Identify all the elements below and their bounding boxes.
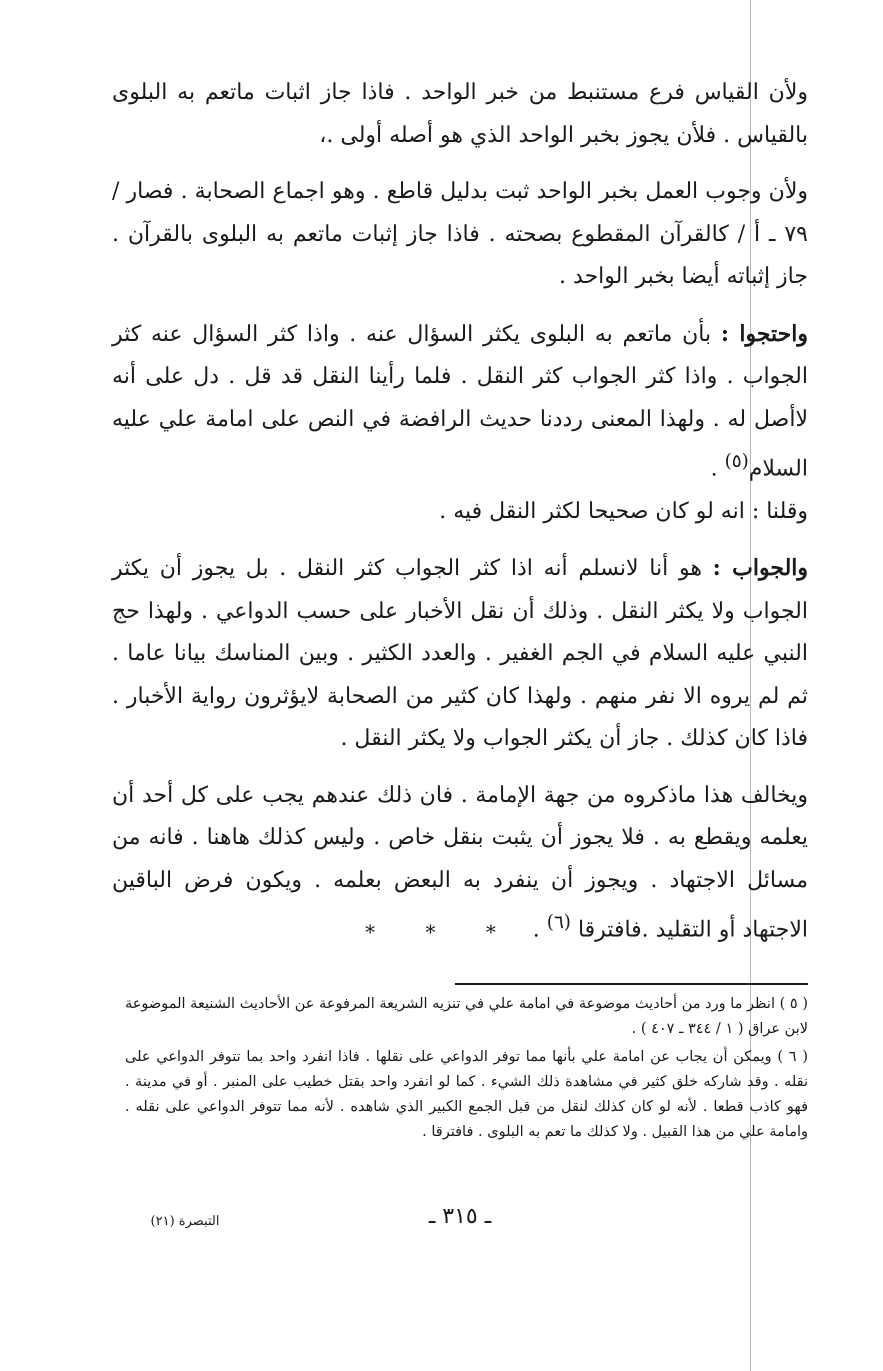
section-separator: * * * [365, 920, 518, 944]
main-text [112, 72, 808, 966]
reply-paragraph [112, 547, 808, 761]
reply-lead: والجواب : [712, 555, 809, 582]
argument-tail: . [710, 456, 725, 482]
footnotes [125, 992, 808, 1148]
footnote-ref-5[interactable]: (٥) [724, 451, 749, 472]
page-number: ـ ٣١٥ ـ [428, 1204, 492, 1229]
paragraph-2: ولأن وجوب العمل بخبر الواحد ثبت بدليل قاطع . وهو اجماع الصحابة . فصار / ٧٩ ـ أ / كالقرآن المقطوع بصحته . فاذا جاز إثبات ماتعم به البلوى بالقرآن . جاز إثباته أيضا بخبر الواحد . [112, 179, 808, 289]
final-text: ويخالف هذا ماذكروه من جهة الإمامة . فان ذلك عندهم يجب على كل أحد أن يعلمه ويقطع به . فلا يجوز أن يثبت بنقل خاص . وليس كذلك هاهنا . فانه من مسائل الاجتهاد . ويجوز أن ينفرد به البعض بعلمه . ويكون فرض الباقين الاجتهاد أو التقليد .فافترقا [112, 782, 808, 943]
footnote-6: ( ٦ ) ويمكن أن يجاب عن امامة علي بأنها مما توفر الدواعي على نقلها . فاذا انفرد واحد بما تتوفر الدواعي على نقله . وقد شاركه خلق كثير في مشاهدة ذلك الشيء . كما لو انفرد واحد بقتل خطيب على المنبر . أو في مدينة . فهو كاذب قطعا . لأنه لو كان كذلك لنقل من قبل الجمع الكبير الذي شاهده . لأنه مما تتوفر الدواعي على نقله . وامامة علي من هذا القبيل . ولا كذلك ما تعم به البلوى . فافترقا . [125, 1049, 808, 1140]
final-tail: . [532, 917, 547, 943]
argument-line2: وقلنا : انه لو كان صحيحا لكثر النقل فيه . [439, 498, 808, 524]
printer-signature: التبصرة (٢١) [150, 1214, 220, 1229]
argument-paragraph [112, 313, 808, 534]
footnote-ref-6[interactable]: (٦) [546, 912, 571, 934]
footnote-5: ( ٥ ) انظر ما ورد من أحاديث موضوعة في امامة علي في تنزيه الشريعة المرفوعة عن الأحاديث الشنيعة الموضوعة لابن عراق ( ١ / ٣٤٤ ـ ٤٠٧ ) . [125, 996, 808, 1037]
argument-lead: واحتجوا : [720, 320, 809, 347]
footnote-rule [455, 983, 808, 985]
argument-text: بأن ماتعم به البلوى يكثر السؤال عنه . واذا كثر السؤال عنه كثر الجواب . واذا كثر الجواب كثر النقل . فلما رأينا النقل قد قل . دل على أنه لاأصل له . ولهذا المعنى رددنا حديث الرافضة في النص على امامة علي عليه السلام [112, 321, 808, 482]
reply-text: هو أنا لانسلم أنه اذا كثر الجواب كثر النقل . بل يجوز أن يكثر الجواب ولا يكثر النقل . وذلك أن نقل الأخبار على حسب الدواعي . ولهذا حج النبي عليه السلام في الجم الغفير . والعدد الكثير . وبين المناسك بيانا عاما . ثم لم يروه الا نفر منهم . ولهذا كان كثير من الصحابة لايؤثرون رواية الأخبار . فاذا كان كذلك . جاز أن يكثر الجواب ولا يكثر النقل . [112, 556, 808, 752]
paragraph-1: ولأن القياس فرع مستنبط من خبر الواحد . فاذا جاز اثبات ماتعم به البلوى بالقياس . فلأن يجوز بخبر الواحد الذي هو أصله أولى .، [112, 80, 808, 148]
